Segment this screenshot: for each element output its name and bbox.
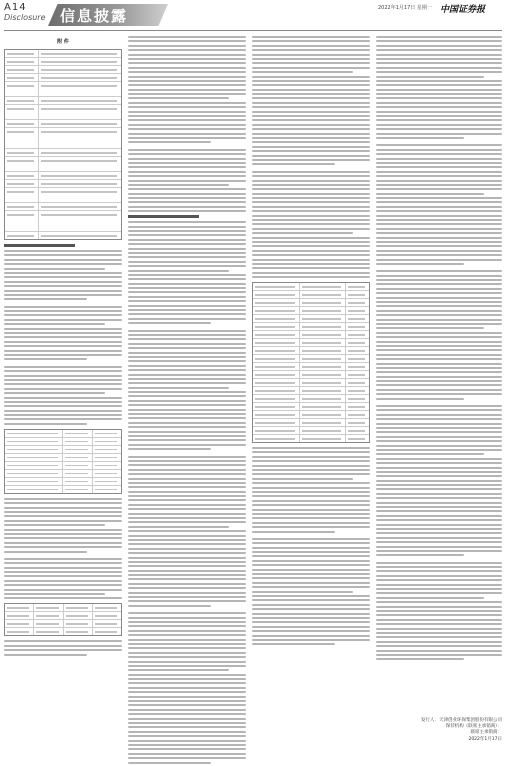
table-row bbox=[253, 315, 369, 323]
issue-date: 2022年1月17日 星期一 bbox=[378, 5, 432, 11]
signature-date: 2022年1月17日 bbox=[468, 737, 502, 742]
page-code: A14 bbox=[4, 2, 27, 13]
body-text bbox=[128, 36, 246, 212]
text-column-1 bbox=[4, 36, 122, 658]
table-row bbox=[5, 58, 121, 66]
table-row bbox=[253, 363, 369, 371]
body-text bbox=[252, 36, 370, 278]
table-row bbox=[253, 347, 369, 355]
body-text bbox=[4, 640, 122, 655]
table-row bbox=[5, 50, 121, 58]
table-row bbox=[5, 620, 121, 628]
text-column-2 bbox=[128, 36, 246, 766]
data-table bbox=[252, 282, 370, 443]
table-row bbox=[5, 470, 121, 478]
table-row bbox=[253, 387, 369, 395]
table-row bbox=[5, 105, 121, 120]
table-row bbox=[253, 355, 369, 363]
header-rule bbox=[4, 30, 502, 31]
page-header bbox=[0, 0, 506, 30]
table-row bbox=[5, 446, 121, 454]
table-row bbox=[5, 438, 121, 446]
table-row bbox=[5, 486, 121, 493]
table-row bbox=[253, 427, 369, 435]
table-row bbox=[5, 128, 121, 149]
section-title: 信息披露 bbox=[60, 7, 129, 25]
section-heading bbox=[4, 244, 75, 247]
table-row bbox=[5, 82, 121, 97]
body-text bbox=[252, 447, 370, 645]
table-row bbox=[253, 403, 369, 411]
body-text bbox=[4, 498, 122, 600]
table-row bbox=[5, 430, 121, 438]
section-name-en: Disclosure bbox=[4, 13, 46, 22]
issuer-name: 发行人：天津创业环保集团股份有限公司 bbox=[421, 718, 502, 723]
table-row bbox=[253, 435, 369, 442]
table-row bbox=[5, 628, 121, 635]
table-row bbox=[5, 188, 121, 203]
newspaper-masthead: 中国证券报 bbox=[440, 5, 486, 15]
table-row bbox=[253, 371, 369, 379]
table-row bbox=[5, 157, 121, 172]
table-row bbox=[5, 149, 121, 157]
table-row bbox=[5, 180, 121, 188]
table-row bbox=[5, 462, 121, 470]
table-row bbox=[253, 395, 369, 403]
text-column-3 bbox=[252, 36, 370, 648]
body-text bbox=[376, 36, 502, 660]
info-table bbox=[4, 49, 122, 240]
table-row bbox=[5, 172, 121, 180]
table-row bbox=[253, 291, 369, 299]
data-table bbox=[4, 429, 122, 494]
section-heading bbox=[128, 215, 199, 218]
table-row bbox=[5, 232, 121, 239]
body-text bbox=[4, 250, 122, 425]
text-column-4 bbox=[376, 36, 502, 663]
table-row bbox=[253, 283, 369, 291]
table-row bbox=[253, 307, 369, 315]
notice-title: 附 件 bbox=[57, 39, 69, 45]
table-row bbox=[5, 604, 121, 612]
table-row bbox=[253, 419, 369, 427]
table-row bbox=[5, 454, 121, 462]
table-row bbox=[253, 339, 369, 347]
table-row bbox=[253, 379, 369, 387]
body-text bbox=[128, 221, 246, 763]
table-row bbox=[253, 299, 369, 307]
table-row bbox=[253, 323, 369, 331]
table-row bbox=[5, 612, 121, 620]
table-row bbox=[5, 120, 121, 128]
table-row bbox=[5, 66, 121, 74]
sponsor-name: 保荐机构（联席主承销商）： bbox=[445, 724, 502, 729]
table-row bbox=[253, 331, 369, 339]
data-table bbox=[4, 603, 122, 636]
table-row bbox=[5, 74, 121, 82]
table-row bbox=[5, 203, 121, 211]
table-row bbox=[253, 411, 369, 419]
underwriter-name: 联席主承销商： bbox=[470, 730, 502, 735]
table-row bbox=[5, 97, 121, 105]
table-row bbox=[5, 478, 121, 486]
table-row bbox=[5, 211, 121, 232]
signature-block bbox=[382, 718, 502, 742]
